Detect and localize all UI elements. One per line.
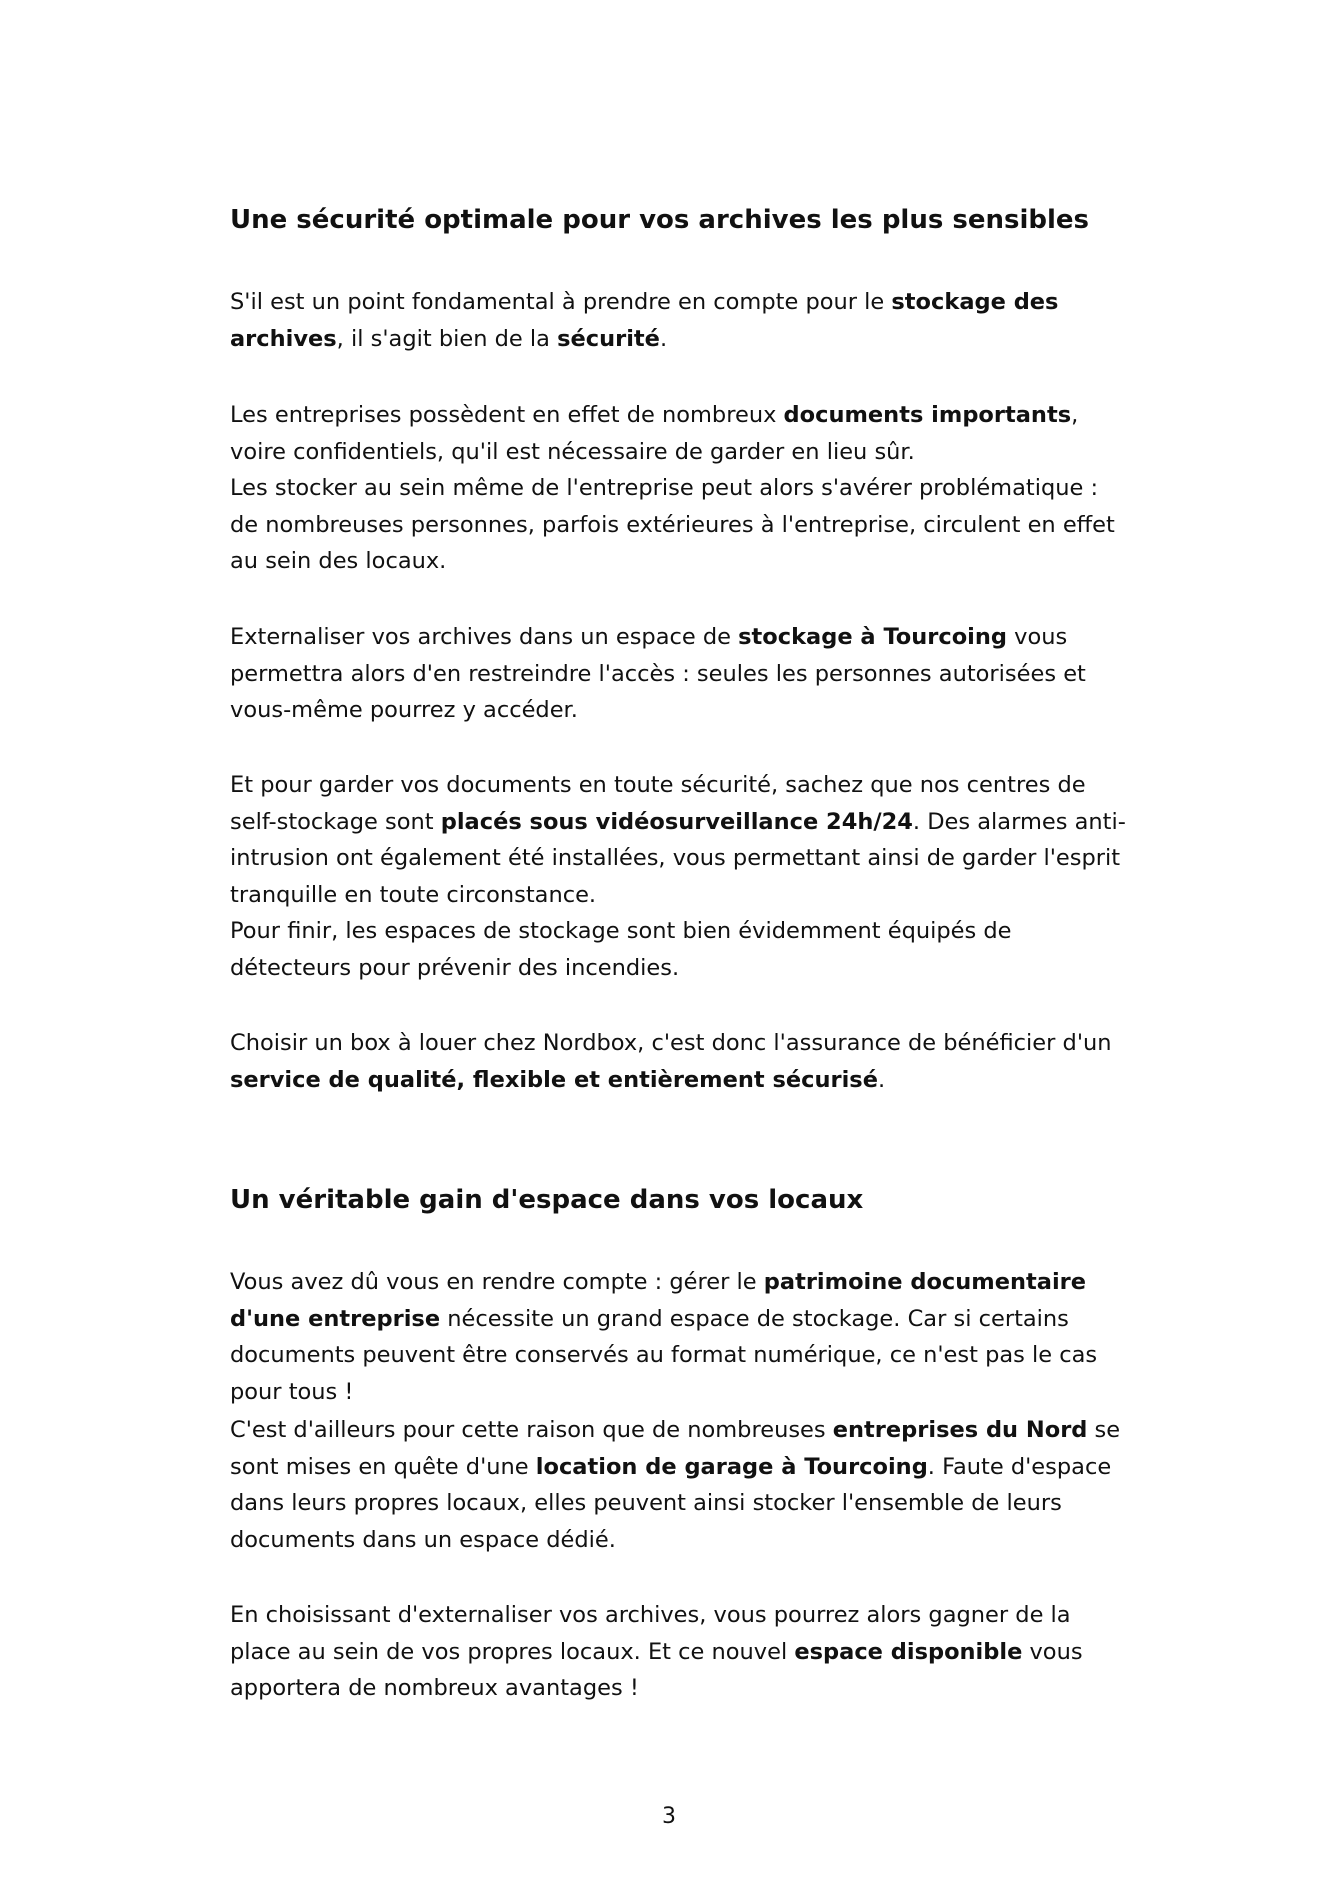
section-heading-space: Un véritable gain d'espace dans vos locaux [230, 1185, 864, 1215]
paragraph: S'il est un point fondamental à prendre en compte pour le stockage des archives, il s'agit bien de la sécurité. [230, 289, 1059, 352]
paragraph: Les entreprises possèdent en effet de nombreux documents importants, voire confidentiels, qu'il est nécessaire de garder en lieu sûr. Les stocker au sein même de l'entreprise peut alors s'avérer problématique : de nombreuses personnes, parfois extérieures à l'entreprise, circulent en effet au sein des locaux. [230, 402, 1115, 575]
paragraph: Vous avez dû vous en rendre compte : gérer le patrimoine documentaire d'une entreprise nécessite un grand espace de stockage. Car si certains documents peuvent être conservés au format numérique, ce n'est pas le cas pour tous ! [230, 1269, 1098, 1405]
paragraph: Choisir un box à louer chez Nordbox, c'est donc l'assurance de bénéficier d'un service de qualité, flexible et entièrement sécurisé. [230, 1030, 1112, 1093]
paragraph: C'est d'ailleurs pour cette raison que de nombreuses entreprises du Nord se sont mises en quête d'une location de garage à Tourcoing. Faute d'espace dans leurs propres locaux, elles peuvent ainsi stocker l'ensemble de leurs documents dans un espace dédié. [230, 1417, 1121, 1553]
section-heading-security: Une sécurité optimale pour vos archives les plus sensibles [230, 205, 1090, 235]
paragraph: En choisissant d'externaliser vos archives, vous pourrez alors gagner de la place au sein de vos propres locaux. Et ce nouvel espace disponible vous apportera de nombreux avantages ! [230, 1602, 1083, 1702]
paragraph: Externaliser vos archives dans un espace de stockage à Tourcoing vous permettra alors d'en restreindre l'accès : seules les personnes autorisées et vous-même pourrez y accéder. [230, 624, 1086, 724]
paragraph: Et pour garder vos documents en toute sécurité, sachez que nos centres de self-stockage sont placés sous vidéosurveillance 24h/24. Des alarmes anti-intrusion ont également été installées, vous permettant ainsi de garder l'esprit tranquille en toute circonstance. Pour finir, les espaces de stockage sont bien évidemment équipés de détecteurs pour prévenir des incendies. [230, 772, 1126, 981]
page-number: 3 [662, 1804, 676, 1829]
